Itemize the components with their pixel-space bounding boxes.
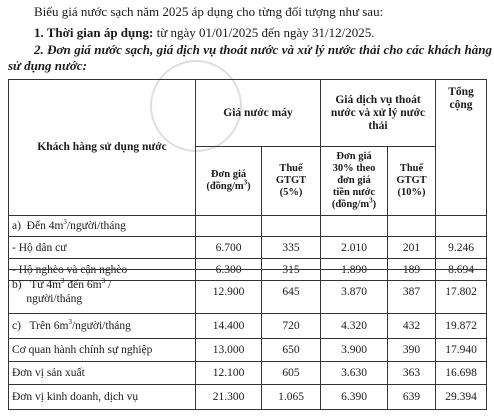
application-time-label: 1. Thời gian áp dụng: xyxy=(34,25,154,40)
cell-vat10: 432 xyxy=(388,314,436,339)
row-label: b) Từ $4m^3$ đến $6m^3$ / người/tháng xyxy=(9,270,196,314)
cell-drain: 6.390 xyxy=(321,385,388,410)
price-table-part-1 xyxy=(8,79,487,281)
cell-vat5: 605 xyxy=(262,362,321,385)
table-row xyxy=(9,216,487,237)
row-label: - Hộ dân cư xyxy=(9,237,196,259)
cell-water: 21.300 xyxy=(196,385,262,410)
table-row xyxy=(9,385,487,410)
cell-vat5: 315 xyxy=(262,259,321,281)
cell-drain: 3.900 xyxy=(321,339,388,362)
table-row xyxy=(9,237,487,259)
application-time-value: từ ngày 01/01/2025 đến ngày 31/12/2025. xyxy=(153,25,375,40)
header-customer: Khách hàng sử dụng nước xyxy=(9,80,196,216)
cell-vat10: 387 xyxy=(388,270,436,314)
row-label: Cơ quan hành chính sự nghiệp xyxy=(9,339,196,362)
header-drainage: Giá dịch vụ thoát nước và xử lý nước thải xyxy=(321,80,436,147)
cell-total: 16.698 xyxy=(436,362,487,385)
price-table-part-2 xyxy=(8,269,487,410)
table-row xyxy=(9,339,487,362)
cell-vat10: 363 xyxy=(388,362,436,385)
header-vat-5: Thuế GTGT (5%) xyxy=(262,147,321,216)
table-row xyxy=(9,314,487,339)
cell-total: 29.394 xyxy=(436,385,487,410)
cell-drain: 3.630 xyxy=(321,362,388,385)
cell-vat10: 390 xyxy=(388,339,436,362)
intro-text: Biểu giá nước sạch năm 2025 áp dụng cho từng đối tượng như sau: xyxy=(34,4,384,19)
cell-vat5: 720 xyxy=(262,314,321,339)
cell-drain: 3.870 xyxy=(321,270,388,314)
header-total: Tổng cộng xyxy=(436,80,487,216)
cell-water: 6.300 xyxy=(196,259,262,281)
section-2-text: 2. Đơn giá nước sạch, giá dịch vụ thoát nước và xử lý nước thải cho các khách hàng sử dụng nước: xyxy=(8,42,492,73)
row-label: Đơn vị sản xuất xyxy=(9,362,196,385)
cell-vat5: 650 xyxy=(262,339,321,362)
row-label: c) Trên $6m^3/người$/tháng xyxy=(9,314,196,339)
cell-vat10: 189 xyxy=(388,259,436,281)
header-vat-10: Thuế GTGT (10%) xyxy=(388,147,436,216)
cell-water: 12.900 xyxy=(196,270,262,314)
header-unit-price: Đơn giá $(đồng/m^3)$ xyxy=(196,147,262,216)
cell-vat5: 335 xyxy=(262,237,321,259)
cell-water: 13.000 xyxy=(196,339,262,362)
cell-water: 12.100 xyxy=(196,362,262,385)
application-time xyxy=(34,25,375,41)
cell-vat5: 1.065 xyxy=(262,385,321,410)
section-2-heading xyxy=(8,42,492,74)
cell-drain: 4.320 xyxy=(321,314,388,339)
cell-total: 17.940 xyxy=(436,339,487,362)
cell-total: 17.802 xyxy=(436,270,487,314)
cell-vat5: 645 xyxy=(262,270,321,314)
cell-total: 19.872 xyxy=(436,314,487,339)
cell-vat10: 639 xyxy=(388,385,436,410)
row-label: - Hộ nghèo và cận nghèo xyxy=(9,259,196,281)
header-unit-price-30: Đơn giá 30% theo đơn giá tiền nước $(đồng/m^3)$ xyxy=(321,147,388,216)
cell-drain: 2.010 xyxy=(321,237,388,259)
table-row xyxy=(9,270,487,314)
row-label: Đơn vị kinh doanh, dịch vụ xyxy=(9,385,196,410)
table-row xyxy=(9,362,487,385)
cell-water: 14.400 xyxy=(196,314,262,339)
cell-total: 9.246 xyxy=(436,237,487,259)
cell-drain: 1.890 xyxy=(321,259,388,281)
row-label: a) Đến $4m^3/người$/tháng xyxy=(9,216,196,237)
cell-vat10: 201 xyxy=(388,237,436,259)
cell-water: 6.700 xyxy=(196,237,262,259)
header-water-price: Giá nước máy xyxy=(196,80,321,147)
cell-total: 8.694 xyxy=(436,259,487,281)
